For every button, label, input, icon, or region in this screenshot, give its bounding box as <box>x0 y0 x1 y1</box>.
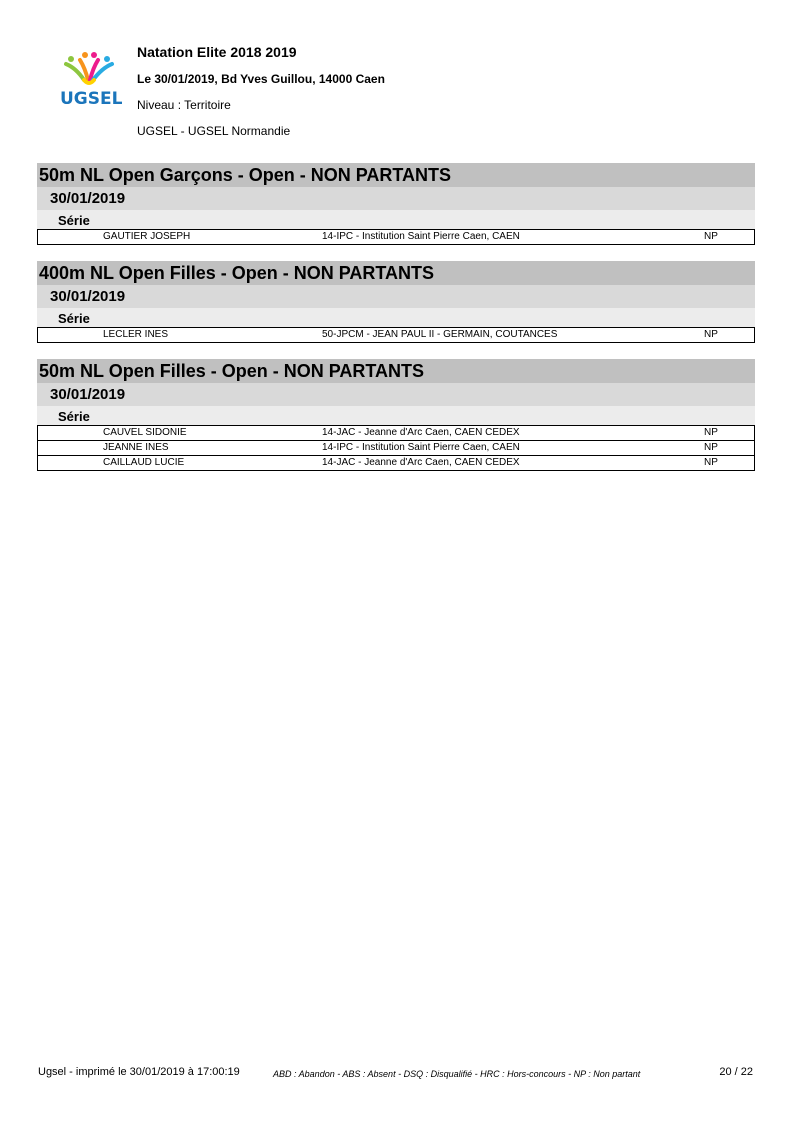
swimmer-result: NP <box>704 329 718 340</box>
swimmer-club: 14-JAC - Jeanne d'Arc Caen, CAEN CEDEX <box>322 457 520 468</box>
swimmer-result: NP <box>704 427 718 438</box>
swimmer-club: 14-JAC - Jeanne d'Arc Caen, CAEN CEDEX <box>322 427 520 438</box>
results-table <box>37 229 755 245</box>
table-row <box>38 441 754 456</box>
logo-figure-head-blue <box>104 56 110 62</box>
competition-level: Niveau : Territoire <box>137 98 231 112</box>
event-date: 30/01/2019 <box>37 187 755 210</box>
results-table <box>37 327 755 343</box>
swimmer-name: CAILLAUD LUCIE <box>103 457 185 468</box>
event-title: 50m NL Open Filles - Open - NON PARTANTS <box>37 359 755 383</box>
table-row <box>38 230 754 245</box>
logo-figure-head-pink <box>91 52 97 58</box>
event-section <box>37 163 755 245</box>
footer-page-number: 20 / 22 <box>719 1066 753 1078</box>
table-row <box>38 456 754 471</box>
table-row <box>38 426 754 441</box>
table-row <box>38 328 754 343</box>
competition-organisation: UGSEL - UGSEL Normandie <box>137 124 291 138</box>
event-section <box>37 261 755 343</box>
ugsel-logo <box>58 50 128 110</box>
event-date: 30/01/2019 <box>37 285 755 308</box>
logo-figure-head-green <box>68 56 74 62</box>
swimmer-result: NP <box>704 457 718 468</box>
ugsel-figures-icon <box>66 52 112 83</box>
event-title: 50m NL Open Garçons - Open - NON PARTANTS <box>37 163 755 187</box>
results-table <box>37 425 755 471</box>
competition-title: Natation Elite 2018 2019 <box>137 44 297 60</box>
competition-date-location: Le 30/01/2019, Bd Yves Guillou, 14000 Caen <box>137 72 385 86</box>
logo-text: UGSEL <box>60 89 123 109</box>
swimmer-name: GAUTIER JOSEPH <box>103 231 191 242</box>
event-date: 30/01/2019 <box>37 383 755 406</box>
event-title: 400m NL Open Filles - Open - NON PARTANTS <box>37 261 755 285</box>
logo-figure-head-orange <box>82 52 88 58</box>
swimmer-name: CAUVEL SIDONIE <box>103 427 187 438</box>
swimmer-result: NP <box>704 231 718 242</box>
swimmer-club: 50-JPCM - JEAN PAUL II - GERMAIN, COUTANCES <box>322 329 558 340</box>
swimmer-name: LECLER INES <box>103 329 169 340</box>
event-serie: Série <box>37 210 755 229</box>
swimmer-name: JEANNE INES <box>103 442 169 453</box>
swimmer-result: NP <box>704 442 718 453</box>
footer-printed-date: Ugsel - imprimé le 30/01/2019 à 17:00:19 <box>38 1066 240 1078</box>
event-serie: Série <box>37 406 755 425</box>
event-section <box>37 359 755 471</box>
swimmer-club: 14-IPC - Institution Saint Pierre Caen, CAEN <box>322 231 520 242</box>
swimmer-club: 14-IPC - Institution Saint Pierre Caen, CAEN <box>322 442 520 453</box>
event-serie: Série <box>37 308 755 327</box>
footer-legend: ABD : Abandon - ABS : Absent - DSQ : Disqualifié - HRC : Hors-concours - NP : Non partant <box>273 1069 641 1079</box>
